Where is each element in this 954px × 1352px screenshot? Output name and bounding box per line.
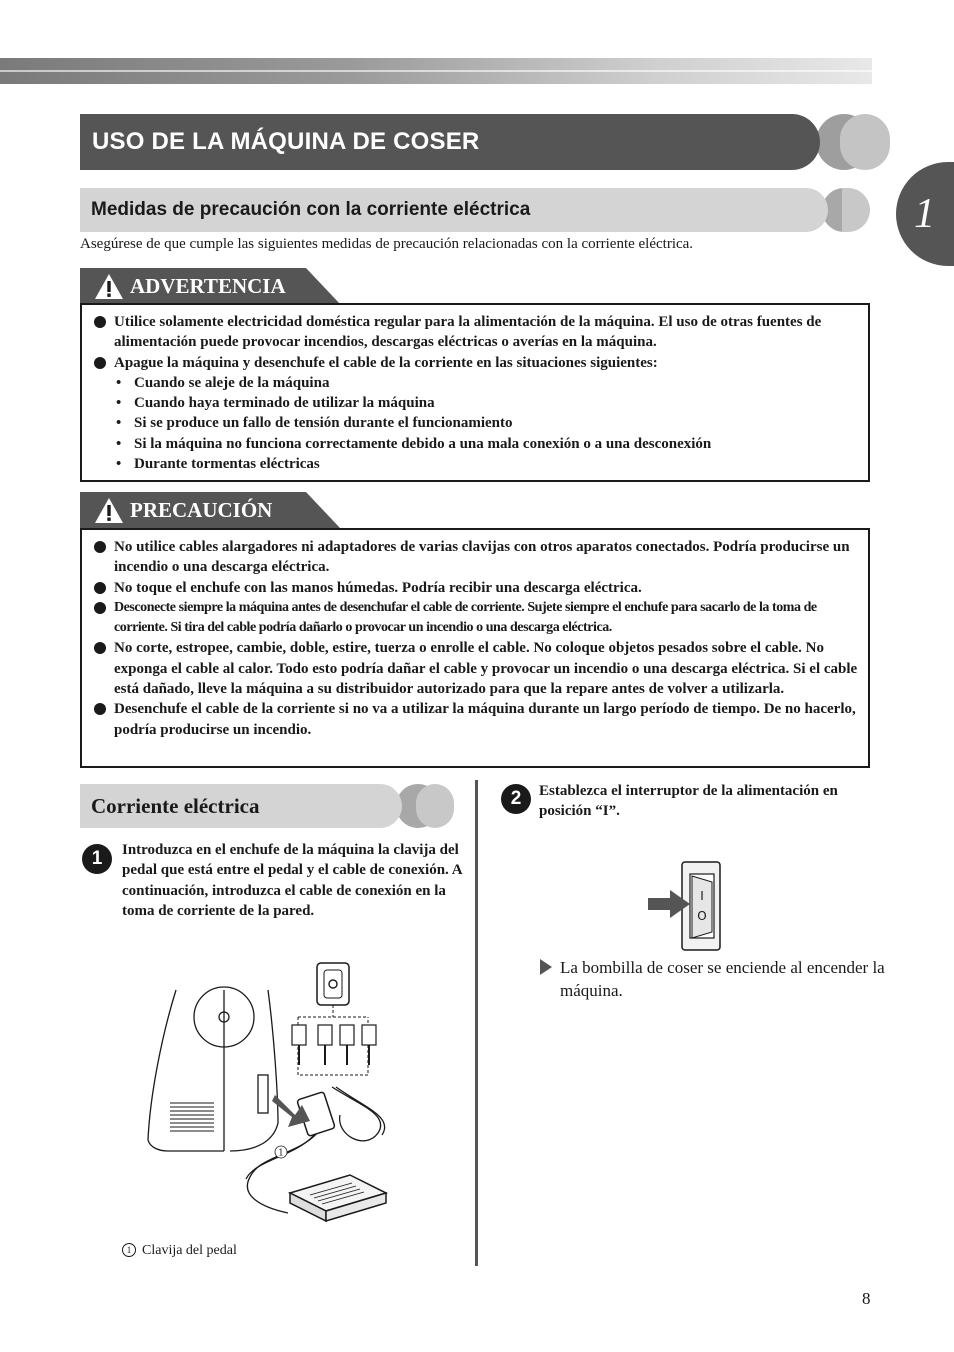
warning-subitem: • Si se produce un fallo de tensión durante el funcionamiento xyxy=(92,413,858,433)
chapter-number: 1 xyxy=(914,191,935,237)
chapter-title-bar xyxy=(80,114,870,170)
warning-header xyxy=(80,268,340,304)
caption-number-icon: 1 xyxy=(122,1243,136,1257)
chapter-tab xyxy=(896,162,954,266)
warning-triangle-icon xyxy=(94,273,124,300)
step-2-text: Establezca el interruptor de la alimentación en posición “I”. xyxy=(539,783,838,820)
warning-label: ADVERTENCIA xyxy=(130,274,286,298)
result-arrow-icon xyxy=(540,959,552,975)
title-pill-2 xyxy=(840,114,890,170)
callout-number: 1 xyxy=(278,1148,284,1159)
bullet-icon xyxy=(94,703,106,715)
caution-item: No toque el enchufe con las manos húmedas. Podría recibir una descarga eléctrica. xyxy=(92,578,858,598)
bullet-icon xyxy=(94,541,106,553)
caution-header xyxy=(80,492,340,528)
page-number: 8 xyxy=(862,1289,871,1308)
bullet-icon xyxy=(94,357,106,369)
warning-item: Apague la máquina y desenchufe el cable de la corriente en las situaciones siguientes: xyxy=(92,353,858,373)
top-decorative-band xyxy=(0,58,872,84)
power-heading-bar xyxy=(80,784,454,828)
power-switch-illustration xyxy=(646,858,726,954)
section-heading-bar xyxy=(80,188,870,232)
power-heading: Corriente eléctrica xyxy=(91,794,260,818)
bullet-icon xyxy=(94,602,106,614)
section-heading: Medidas de precaución con la corriente eléctrica xyxy=(91,199,531,220)
bullet-icon xyxy=(94,582,106,594)
caution-triangle-icon xyxy=(94,497,124,524)
step-1-text: Introduzca en el enchufe de la máquina la clavija del pedal que está entre el pedal y el cable de conexión. A continuación, introduzca el cable de conexión en la toma de corriente de la pared. xyxy=(122,842,462,919)
switch-on-label: I xyxy=(700,889,704,903)
figure-caption: 1 Clavija del pedal xyxy=(122,1243,237,1259)
warning-item: Utilice solamente electricidad doméstica regular para la alimentación de la máquina. El uso de otras fuentes de alimentación puede provocar incendios, descargas eléctricas o averías en la máquina. xyxy=(92,312,858,353)
bullet-icon xyxy=(94,316,106,328)
warning-subitem: • Si la máquina no funciona correctamente debido a una mala conexión o a una desconexión xyxy=(92,434,858,454)
pedal-connection-illustration xyxy=(140,955,440,1235)
caution-item: No corte, estropee, cambie, doble, estire, tuerza o enrolle el cable. No coloque objetos pesados sobre el cable. No exponga el cable al calor. Todo esto podría dañar el cable y provocar un incendio o una descarga eléctrica. Si el cable está dañado, lleve la máquina a su distribuidor autorizado para que la repare antes de volver a utilizarla. xyxy=(92,638,858,699)
warning-subitem: • Cuando se aleje de la máquina xyxy=(92,373,858,393)
step-2-result: La bombilla de coser se enciende al encender la máquina. xyxy=(540,956,890,1002)
step-2-badge: 2 xyxy=(501,784,531,814)
column-divider xyxy=(475,780,478,1266)
power-pill-2 xyxy=(416,784,454,828)
page-title: USO DE LA MÁQUINA DE COSER xyxy=(92,128,480,155)
section-pill-2 xyxy=(842,188,870,232)
caution-label: PRECAUCIÓN xyxy=(130,498,273,522)
caution-box xyxy=(80,528,870,768)
switch-off-label: O xyxy=(697,909,707,923)
caution-item: Desconecte siempre la máquina antes de desenchufar el cable de corriente. Sujete siempre el enchufe para sacarlo de la toma de corriente. Si tira del cable podría dañarlo o provocar un incendio o una descarga eléctrica. xyxy=(92,598,858,639)
warning-subitem: • Durante tormentas eléctricas xyxy=(92,454,858,474)
section-intro: Asegúrese de que cumple las siguientes medidas de precaución relacionadas con la corriente eléctrica. xyxy=(80,236,694,252)
warning-box xyxy=(80,303,870,482)
bullet-icon xyxy=(94,642,106,654)
caution-item: Desenchufe el cable de la corriente si no va a utilizar la máquina durante un largo período de tiempo. De no hacerlo, podría producirse un incendio. xyxy=(92,699,858,740)
caution-item: No utilice cables alargadores ni adaptadores de varias clavijas con otros aparatos conectados. Podría producirse un incendio o una descarga eléctrica. xyxy=(92,537,858,578)
warning-subitem: • Cuando haya terminado de utilizar la máquina xyxy=(92,393,858,413)
step-1-badge: 1 xyxy=(82,844,112,874)
